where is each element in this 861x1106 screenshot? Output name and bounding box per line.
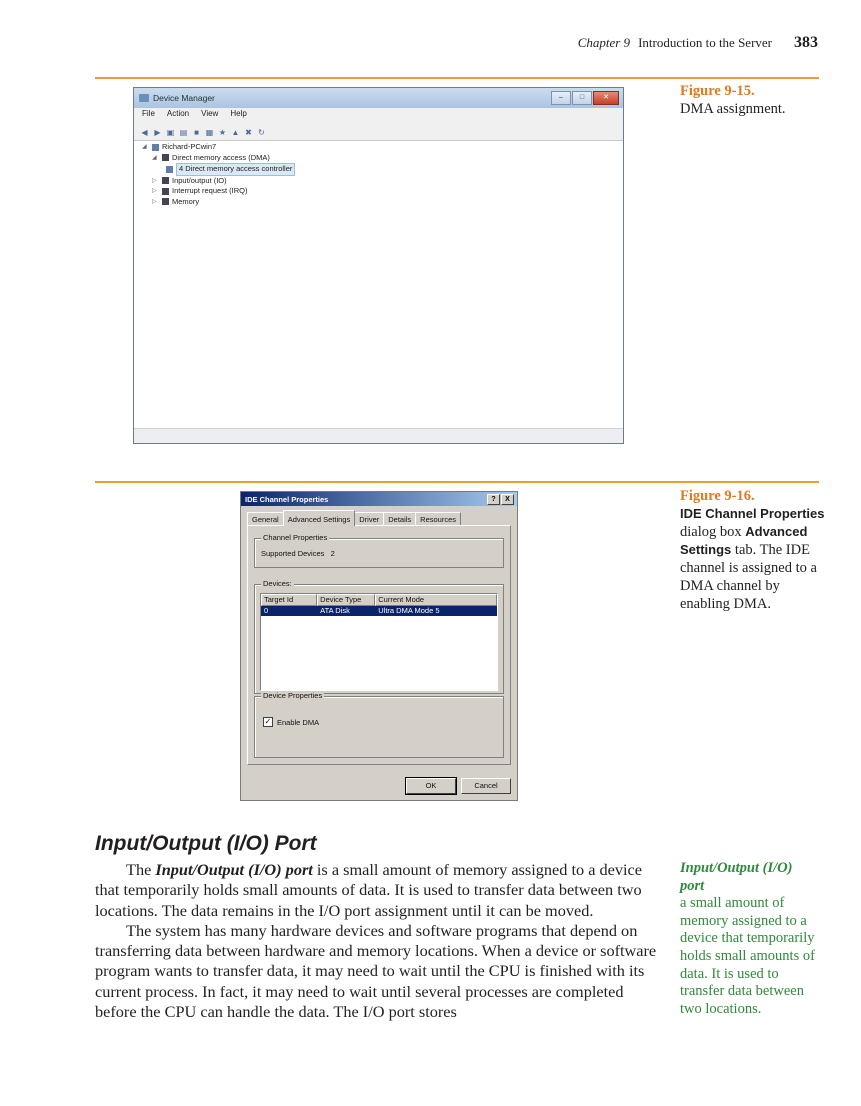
list-item[interactable] xyxy=(261,606,497,616)
minimize-icon[interactable]: – xyxy=(551,91,571,105)
cell-current-mode: Ultra DMA Mode 5 xyxy=(378,606,440,615)
figure-caption-text: DMA assignment. xyxy=(680,101,786,117)
tree-node-dma[interactable]: ◢ Direct memory access (DMA) xyxy=(152,152,270,162)
channel-properties-group xyxy=(254,533,504,568)
help-icon[interactable]: ■ xyxy=(194,127,199,137)
help-icon[interactable]: ? xyxy=(487,494,500,505)
menu-view[interactable]: View xyxy=(201,109,219,118)
tree-root[interactable]: ◢ Richard-PCwin7 xyxy=(142,142,217,151)
enable-dma-label: Enable DMA xyxy=(277,717,320,727)
tree-node-memory[interactable]: ▷ Memory xyxy=(152,196,200,206)
tab-strip xyxy=(247,512,460,526)
menu-file[interactable]: File xyxy=(142,109,155,118)
caption-ui-term: Advanced Settings xyxy=(680,524,808,557)
figure-rule-2 xyxy=(95,481,819,483)
device-icon xyxy=(166,166,173,173)
forward-icon[interactable]: ▶ xyxy=(154,127,161,137)
menu-action[interactable]: Action xyxy=(166,109,190,118)
menu-help[interactable]: Help xyxy=(230,109,247,118)
close-icon[interactable]: ✕ xyxy=(593,91,619,105)
menu-bar xyxy=(134,108,623,124)
resource-icon xyxy=(162,188,169,195)
tab-resources[interactable]: Resources xyxy=(415,512,461,526)
dialog-titlebar xyxy=(241,492,517,506)
figure-9-15-caption xyxy=(680,82,825,118)
supported-devices-label: Supported Devices xyxy=(261,549,325,558)
ide-channel-properties-screenshot xyxy=(240,491,518,801)
update-driver-icon[interactable]: ▲ xyxy=(231,127,240,137)
window-title: Device Manager xyxy=(153,93,215,103)
paragraph: The system has many hardware devices and software programs that depend on transferring data between hardware and memory locations. When a device or software program wants to transfer data, it may need to wait until the CPU is finished with its current process. In fact, it may need to wait until several processes are completed before the CPU can handle the data. The I/O port stores xyxy=(95,920,657,1022)
uninstall-icon[interactable]: ✖ xyxy=(245,127,252,137)
group-label: Device Properties xyxy=(263,691,323,700)
devices-list[interactable] xyxy=(260,593,498,691)
ok-button[interactable]: OK xyxy=(406,778,456,794)
console-tree-icon[interactable]: ▣ xyxy=(166,127,175,137)
figure-number: Figure 9-15. xyxy=(680,83,755,99)
chapter-title: Introduction to the Server xyxy=(638,35,772,50)
tree-node-dma-controller[interactable]: 4 Direct memory access controller xyxy=(142,163,295,176)
device-tree xyxy=(142,142,295,207)
status-bar xyxy=(134,428,623,443)
tree-node-io[interactable]: ▷ Input/output (IO) xyxy=(152,175,227,185)
tab-details[interactable]: Details xyxy=(383,512,416,526)
body-text xyxy=(95,860,661,1022)
group-label: Channel Properties xyxy=(263,533,328,542)
figure-9-16-caption xyxy=(680,487,825,613)
section-heading: Input/Output (I/O) Port xyxy=(95,832,317,855)
maximize-icon[interactable]: □ xyxy=(572,91,592,105)
caption-text: dialog box xyxy=(680,524,746,540)
close-icon[interactable]: X xyxy=(501,494,514,505)
key-term: Input/Output (I/O) port xyxy=(155,860,313,879)
toolbar xyxy=(134,124,623,141)
enable-dma-checkbox[interactable] xyxy=(263,717,319,727)
column-header[interactable]: Device Type xyxy=(317,594,375,606)
cancel-button[interactable]: Cancel xyxy=(461,778,511,794)
computer-icon xyxy=(152,144,159,151)
properties-icon[interactable]: ▦ xyxy=(205,127,214,137)
cell-device-type: ATA Disk xyxy=(320,606,350,615)
devices-group xyxy=(254,579,504,694)
device-manager-icon xyxy=(139,94,149,102)
column-header[interactable]: Current Mode xyxy=(375,594,497,606)
back-icon[interactable]: ◀ xyxy=(141,127,148,137)
supported-devices xyxy=(261,549,335,558)
tab-general[interactable]: General xyxy=(247,512,284,526)
tab-driver[interactable]: Driver xyxy=(354,512,384,526)
margin-definition xyxy=(680,860,815,1018)
cell-target-id: 0 xyxy=(264,606,269,615)
device-manager-screenshot xyxy=(133,87,624,444)
caption-ui-term: IDE Channel Properties xyxy=(680,506,825,521)
running-head xyxy=(578,34,818,52)
window-titlebar xyxy=(134,88,623,108)
checkmark-icon[interactable]: ✓ xyxy=(264,717,272,726)
tab-panel xyxy=(247,525,511,765)
resource-icon xyxy=(162,177,169,184)
scan-icon[interactable]: ★ xyxy=(218,127,227,137)
supported-devices-value: 2 xyxy=(330,549,335,558)
tree-node-irq[interactable]: ▷ Interrupt request (IRQ) xyxy=(152,186,248,195)
dialog-title: IDE Channel Properties xyxy=(245,494,329,504)
list-icon[interactable]: ▤ xyxy=(179,127,188,137)
paragraph: The Input/Output (I/O) port is a small amount of memory assigned to a device that temporarily holds small amounts of data. It is used to transfer data between two locations. The data remains in the I/O port assignment until it can be moved. xyxy=(95,860,642,920)
enable-icon[interactable]: ↻ xyxy=(258,127,265,137)
caption-text: tab. The IDE channel is assigned to a DMA channel by enabling DMA. xyxy=(680,542,817,612)
tab-advanced-settings[interactable]: Advanced Settings xyxy=(283,510,356,526)
group-label: Devices: xyxy=(263,579,292,588)
page-number: 383 xyxy=(794,34,818,51)
figure-number: Figure 9-16. xyxy=(680,488,755,504)
list-header xyxy=(261,594,497,606)
resource-icon xyxy=(162,198,169,205)
resource-icon xyxy=(162,154,169,161)
column-header[interactable]: Target Id xyxy=(261,594,317,606)
device-properties-group xyxy=(254,691,504,758)
definition-term: Input/Output (I/O) port xyxy=(680,860,793,894)
definition-text: a small amount of memory assigned to a device that temporarily holds small amounts of data. It is used to transfer data between two locations. xyxy=(680,895,815,1017)
chapter-label: Chapter 9 xyxy=(577,35,631,50)
figure-rule-1 xyxy=(95,77,819,79)
